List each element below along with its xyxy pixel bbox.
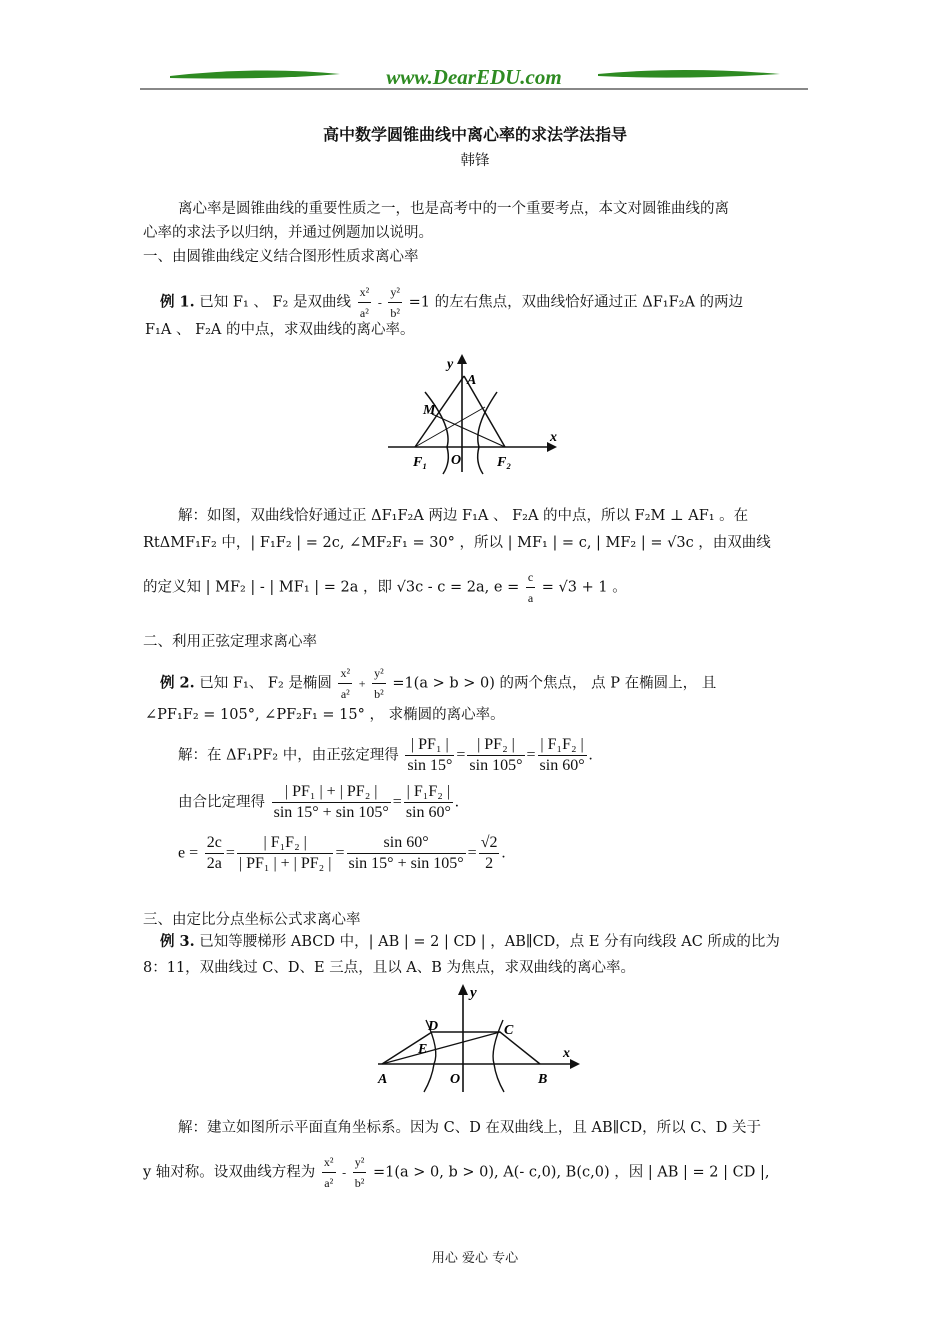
figure-1-hyperbola-triangle (385, 352, 565, 481)
solution-1-text-a: 的定义知 | MF₂ | - | MF₁ | = 2a ，即 √3c - c = 2a, e = (143, 579, 520, 596)
formula-sine-rule-3: $\frac{\text{| F₁F₂ |}}{\sin 60^\circ}$ (539, 736, 585, 774)
document-author: 韩锋 (460, 153, 490, 169)
solution-2-line-2: 由合比定理得 $\frac{\text{| PF₁ | + | PF₂ |}}{\sin 15^\circ + \sin 105^\circ}$ = $\frac{\text{| F₁F₂ |}}{\sin 60^\circ}$ . (178, 783, 459, 821)
formula-x2-over-a2: $\frac{\text{x²}}{\text{a²}}$ (358, 282, 372, 323)
example-2-text-b: =1(a > b > 0) 的两个焦点， 点 P 在椭圆上， 且 (392, 675, 717, 692)
formula-sine-rule-1: $\frac{\text{| PF₁ |}}{\sin 15^\circ}$ (407, 736, 453, 774)
fig3-label-x: x (563, 1046, 570, 1061)
header-logo (140, 62, 808, 92)
solution-1-line-3 (143, 567, 627, 608)
formula-ratio-f1f2: $\frac{\text{| F₁F₂ |}}{\sin 60^\circ}$ (405, 783, 451, 821)
example-1-text-a: 已知 F₁ 、 F₂ 是双曲线 (199, 294, 351, 311)
page-footer: 用心 爱心 专心 (431, 1251, 519, 1266)
fig1-label-x: x (550, 430, 557, 445)
formula-sol3-x-term: $\frac{\text{x²}}{\text{a²}}$ (322, 1152, 336, 1193)
fig3-label-c: C (504, 1023, 514, 1038)
fig3-label-b: B (538, 1072, 548, 1087)
intro-line-2: 心率的求法予以归纳，并通过例题加以说明。 (143, 225, 433, 241)
document-title: 高中数学圆锥曲线中离心率的求法学法指导 (322, 125, 627, 144)
fig1-label-o: O (451, 453, 462, 468)
fig3-label-e: E (418, 1042, 428, 1057)
formula-ellipse-y-term: $\frac{\text{y²}}{\text{b²}}$ (372, 663, 386, 704)
formula-c-over-a: $\frac{c}{a}$ (526, 567, 535, 608)
fig3-label-o: O (450, 1072, 461, 1087)
solution-1-line-2: RtΔMF₁F₂ 中，| F₁F₂ | = 2c, ∠MF₂F₁ = 30° ，所以 | MF₁ | = c, | MF₂ | = √3c ，由双曲线 (143, 535, 771, 551)
example-2-text-a: 已知 F₁、 F₂ 是椭圆 (199, 675, 332, 692)
solution-2-text-b: 由合比定理得 (178, 794, 265, 811)
formula-f1f2-over-sum: $\frac{\text{| F₁F₂ |}}{\text{| PF₁ | + | PF₂ |}}$ (238, 834, 332, 872)
figure-3-trapezoid-hyperbola (370, 980, 585, 1099)
formula-ratio-sum: $\frac{\text{| PF₁ | + | PF₂ |}}{\sin 15^\circ + \sin 105^\circ}$ (273, 783, 389, 821)
solution-3-line-2: y 轴对称。设双曲线方程为 $\frac{\text{x²}}{\text{a²}}$ - $\frac{\text{y²}}{\text{b²}}$ =1(a > 0, b > 0), A(- c,0), B(c,0) ，因 | AB | = 2 | CD |, (143, 1152, 769, 1193)
solution-3-line-1: 解：建立如图所示平面直角坐标系。因为 C、D 在双曲线上，且 AB∥CD，所以 C、D 关于 (178, 1120, 762, 1136)
example-3-line-2: 8：11，双曲线过 C、D、E 三点，且以 A、B 为焦点，求双曲线的离心率。 (143, 960, 636, 976)
solution-3-text-b: =1(a > 0, b > 0), A(- c,0), B(c,0) ，因 | AB | = 2 | CD |, (372, 1164, 770, 1181)
solution-2-e-label: e = (178, 844, 199, 862)
section-3-heading: 三、由定比分点坐标公式求离心率 (143, 912, 361, 928)
example-2-line-1: 例 2. 已知 F₁、 F₂ 是椭圆 $\frac{\text{x²}}{\text{a²}}$ + $\frac{\text{y²}}{\text{b²}}$ =1(a > b > 0) 的两个焦点， 点 P 在椭圆上， 且 (160, 663, 716, 704)
fig1-label-y: y (447, 357, 454, 372)
solution-3-text-a: y 轴对称。设双曲线方程为 (143, 1164, 316, 1181)
section-2-heading: 二、利用正弦定理求离心率 (143, 634, 317, 650)
example-2-label: 例 2. (160, 674, 195, 692)
example-3-line-1 (160, 932, 780, 952)
section-1-heading: 一、由圆锥曲线定义结合图形性质求离心率 (143, 249, 419, 265)
example-1-line-2: F₁A 、 F₂A 的中点，求双曲线的离心率。 (145, 322, 415, 338)
solution-2-line-3: e = $\frac{2c}{2a}$ = $\frac{\text{| F₁F₂ |}}{\text{| PF₁ | + | PF₂ |}}$ = $\frac{\sin 60^\circ}{\sin 15^\circ + \sin 105^\circ}$ = $\frac{√2}{2}$ . (178, 834, 506, 872)
formula-ellipse-x-term: $\frac{\text{x²}}{\text{a²}}$ (338, 663, 352, 704)
example-1-text-b: =1 的左右焦点，双曲线恰好通过正 ΔF₁F₂A 的两边 (408, 294, 744, 311)
example-1-line-1: 例 1. 已知 F₁ 、 F₂ 是双曲线 $\frac{\text{x²}}{\text{a²}}$ - $\frac{\text{y²}}{\text{b²}}$ =1 的左右焦点，双曲线恰好通过正 ΔF₁F₂A 的两边 (160, 282, 743, 323)
intro-line-1: 离心率是圆锥曲线的重要性质之一，也是高考中的一个重要考点，本文对圆锥曲线的离 (178, 201, 729, 217)
example-3-text-a: 已知等腰梯形 ABCD 中，| AB | = 2 | CD | ，AB∥CD，点 E 分有向线段 AC 所成的比为 (199, 934, 780, 950)
formula-sin-ratio: $\frac{\sin 60^\circ}{\sin 15^\circ + \sin 105^\circ}$ (348, 834, 464, 872)
example-1-label: 例 1. (160, 293, 195, 311)
logo-text: www.DearEDU.com (386, 65, 562, 89)
fig3-label-d: D (428, 1019, 439, 1034)
fig1-label-a: A (467, 373, 477, 388)
formula-2c-over-2a: $\frac{2c}{2a}$ (206, 834, 222, 872)
solution-1-line-1: 解：如图，双曲线恰好通过正 ΔF₁F₂A 两边 F₁A 、 F₂A 的中点，所以 F₂M ⊥ AF₁ 。在 (178, 508, 749, 524)
fig1-label-f1: F₁ (413, 455, 428, 470)
formula-root2-over-2: $\frac{√2}{2}$ (480, 834, 498, 872)
solution-2-line-1: 解：在 ΔF₁PF₂ 中，由正弦定理得 $\frac{\text{| PF₁ |}}{\sin 15^\circ}$ = $\frac{\text{| PF₂ |}}{\sin 105^\circ}$ = $\frac{\text{| F₁F₂ |}}{\sin 60^\circ}$ . (178, 736, 593, 774)
example-2-line-2: ∠PF₁F₂ = 105°, ∠PF₂F₁ = 15° ， 求椭圆的离心率。 (145, 707, 505, 723)
solution-2-text-a: 解：在 ΔF₁PF₂ 中，由正弦定理得 (178, 747, 399, 764)
fig1-label-m: M (423, 403, 436, 418)
fig3-label-y: y (470, 985, 477, 1001)
example-3-label: 例 3. (160, 933, 195, 950)
fig1-label-f2: F₂ (497, 455, 512, 470)
fig3-label-a: A (378, 1072, 388, 1087)
formula-y2-over-b2: $\frac{\text{y²}}{\text{b²}}$ (388, 282, 402, 323)
formula-sol3-y-term: $\frac{\text{y²}}{\text{b²}}$ (353, 1152, 367, 1193)
solution-1-text-b: = √3 + 1 。 (541, 579, 627, 596)
formula-sine-rule-2: $\frac{\text{| PF₂ |}}{\sin 105^\circ}$ (469, 736, 523, 774)
